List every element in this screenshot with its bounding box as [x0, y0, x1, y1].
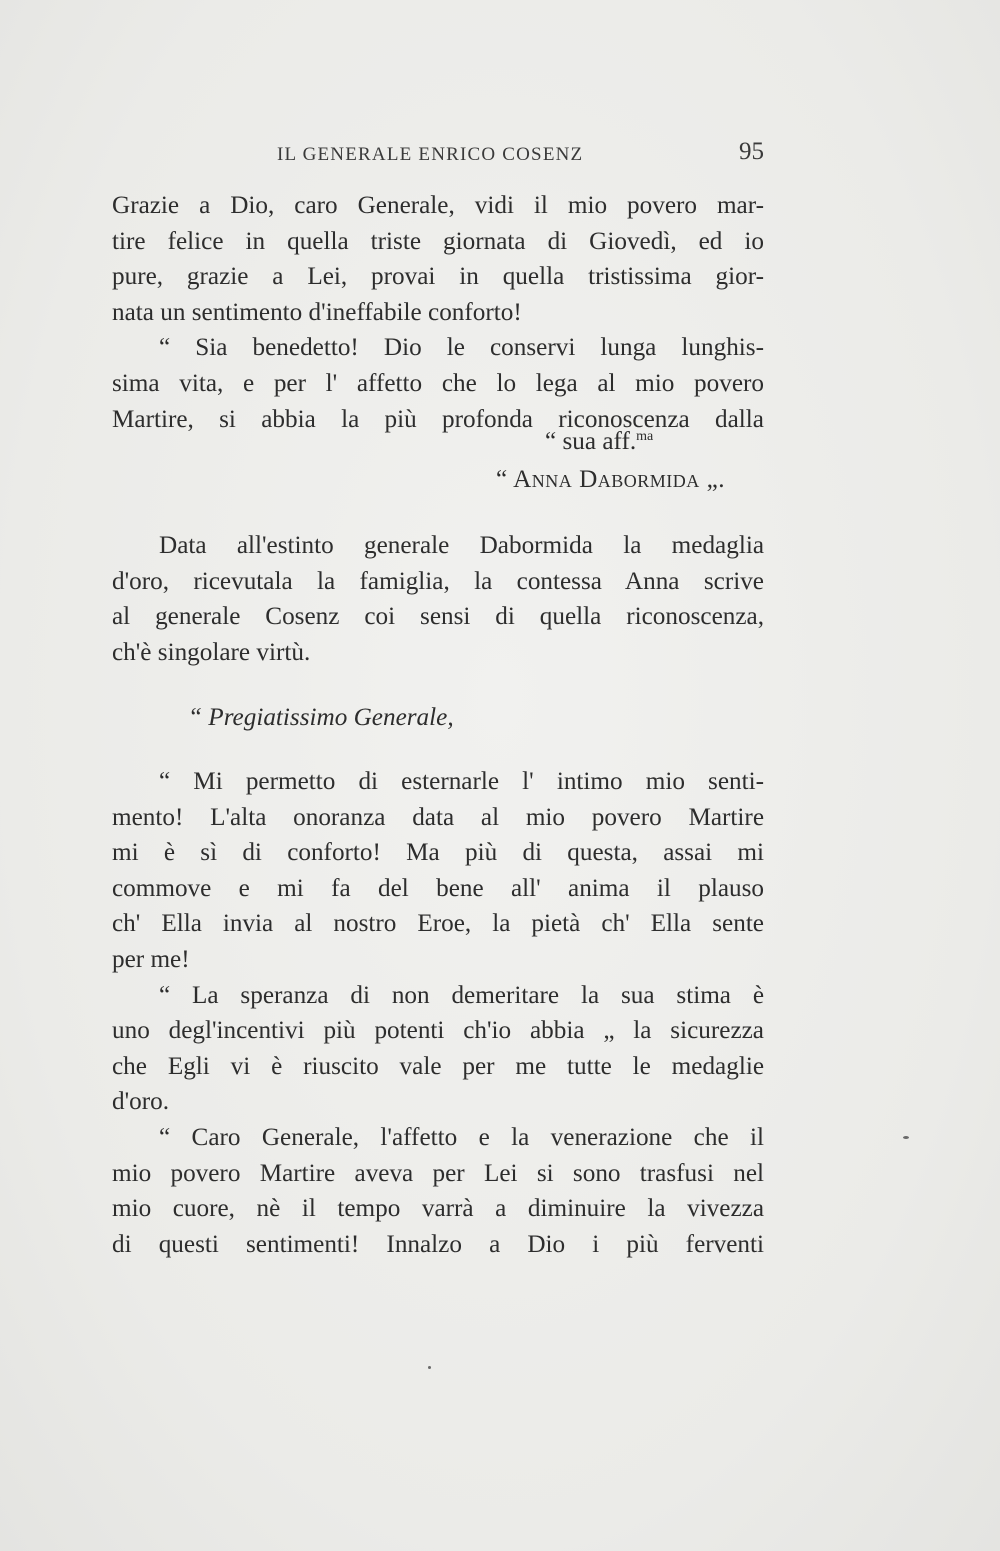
text-line: commove e mi fa del bene all' anima il plauso: [112, 874, 764, 902]
text-line: “ Mi permetto di esternarle l' intimo mio senti-: [159, 768, 764, 795]
paper-speck: [903, 1136, 909, 1139]
closing-superscript: ma: [636, 429, 654, 444]
text-line: nata un sentimento d'ineffabile conforto!: [112, 298, 522, 326]
closing-text: “ sua aff.: [545, 428, 637, 455]
text-line: “ Caro Generale, l'affetto e la venerazione che il: [159, 1123, 764, 1151]
text-line: mio povero Martire aveva per Lei si sono trasfusi nel: [112, 1159, 764, 1187]
letter-continuation: [112, 188, 764, 437]
text-line: che Egli vi è riuscito vale per me tutte le medaglie: [112, 1052, 764, 1080]
text-line: d'oro.: [112, 1088, 170, 1116]
page-header: [112, 138, 764, 178]
text-line: pure, grazie a Lei, provai in quella tristissima gior-: [112, 263, 764, 291]
text-line: mi è sì di conforto! Ma più di questa, assai mi: [112, 839, 764, 867]
paper-speck: [428, 1366, 431, 1369]
signature: “ Anna Dabormida „.: [496, 466, 726, 493]
text-line: sima vita, e per l' affetto che lo lega al mio povero: [112, 369, 764, 397]
text-line: Data all'estinto generale Dabormida la medaglia: [159, 532, 764, 559]
text-line: Martire, si abbia la più profonda riconoscenza dalla: [112, 405, 764, 433]
text-line: tire felice in quella triste giornata di Giovedì, ed io: [112, 227, 764, 255]
text-line: d'oro, ricevutala la famiglia, la contessa Anna scrive: [112, 567, 764, 595]
text-line: mento! L'alta onoranza data al mio povero Martire: [112, 803, 764, 831]
text-line: uno degl'incentivi più potenti ch'io abbia „ la sicurezza: [112, 1017, 764, 1045]
narrative-paragraph: [112, 528, 764, 670]
text-line: “ La speranza di non demeritare la sua stima è: [159, 981, 764, 1009]
text-line: di questi sentimenti! Innalzo a Dio i più ferventi: [112, 1230, 764, 1258]
running-title: IL GENERALE ENRICO COSENZ: [277, 144, 584, 165]
text-line: “ Sia benedetto! Dio le conservi lunga lunghis-: [159, 334, 764, 362]
text-line: al generale Cosenz coi sensi di quella riconoscenza,: [112, 603, 764, 631]
text-line: per me!: [112, 945, 190, 973]
text-line: mio cuore, nè il tempo varrà a diminuire la vivezza: [112, 1195, 764, 1223]
text-line: ch'è singolare virtù.: [112, 638, 311, 666]
closing-line: [545, 428, 653, 456]
text-line: ch' Ella invia al nostro Eroe, la pietà ch' Ella sente: [112, 910, 764, 938]
page-number: 95: [739, 138, 764, 165]
second-letter: [112, 764, 764, 1262]
letter-salutation: “ Pregiatissimo Generale,: [188, 704, 454, 731]
text-line: Grazie a Dio, caro Generale, vidi il mio povero mar-: [112, 192, 764, 219]
